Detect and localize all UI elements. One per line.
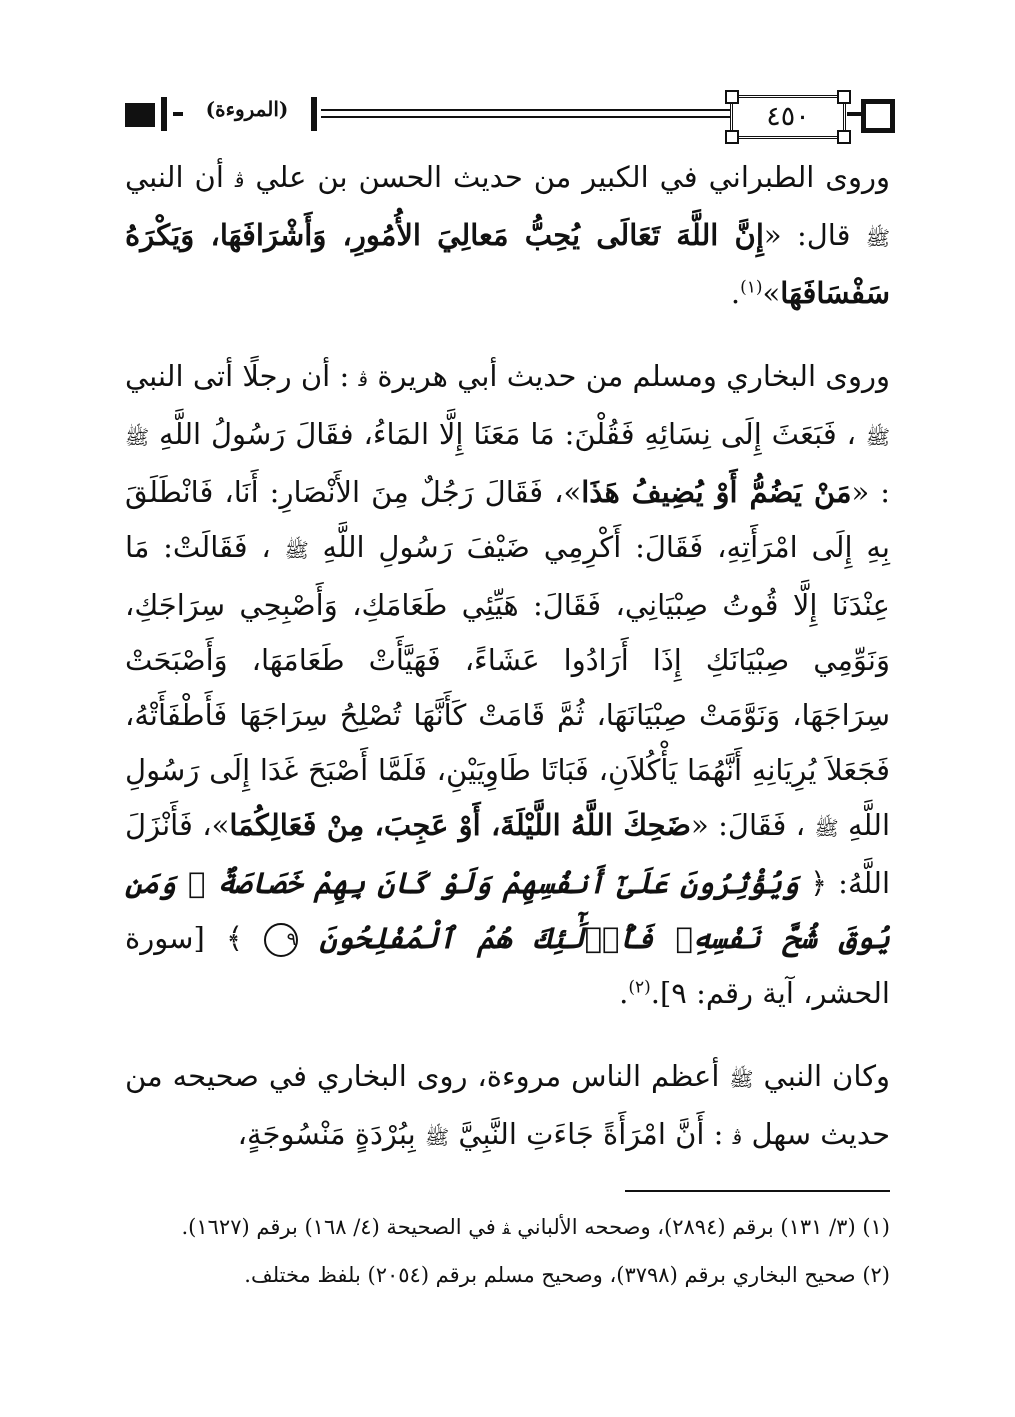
- frame-corner: [837, 90, 851, 104]
- hadith-quote: مَنْ يَضُمُّ أَوْ يُضِيفُ هَذَا: [581, 475, 852, 509]
- header-ornament-block: [125, 103, 155, 127]
- header-rule: [321, 116, 730, 118]
- text-run: وروى الطبراني في الكبير من حديث الحسن بن علي: [255, 160, 891, 194]
- text-run: : أن رجلًا أتى النبي: [125, 359, 350, 393]
- footnote-ref: (٢): [628, 977, 651, 998]
- text-run: قال: «: [763, 218, 851, 252]
- header-rule: [847, 112, 861, 116]
- text-run: .: [619, 976, 629, 1010]
- paragraph: [125, 349, 890, 1021]
- ayah-number-marker: ٩: [264, 923, 298, 957]
- text-run: ﴾ [سورة الحشر، آية رقم: ٩].: [125, 921, 890, 1010]
- header-rule: [173, 112, 183, 116]
- honorific-glyph: ﭬ: [732, 1125, 743, 1149]
- text-run: وروى البخاري ومسلم من حديث أبي هريرة: [377, 359, 891, 393]
- text-run: »: [762, 276, 781, 310]
- text-run: ، فَبَعَثَ إِلَى نِسَائِهِ فَقُلْنَ: مَا مَعَنَا إِلَّا المَاءُ، فقَالَ رَسُولُ اللَّهِ: [159, 417, 856, 451]
- quran-verse: وَيُؤْثِرُونَ عَلَىٰٓ أَنفُسِهِمْ وَلَوْ كَانَ بِهِمْ خَصَاصَةٌ ۚ وَمَن يُوقَ شُحَّ نَفْسِهِۦ فَأُو۟لَٰٓئِكَ هُمُ ٱلْمُفْلِحُونَ: [125, 866, 891, 955]
- footnote-1: [125, 1207, 890, 1249]
- header-title: (المروءة): [205, 97, 289, 121]
- footnote-text: (١) (٣/ ١٣١) برقم (٢٨٩٤)، وصححه الألباني: [517, 1215, 890, 1239]
- header-ornament-square: [861, 99, 895, 133]
- text-run: ، فَقَالَ: «: [691, 808, 806, 842]
- paragraph: [125, 150, 890, 321]
- hadith-quote: ضَحِكَ اللَّهُ اللَّيْلَةَ، أَوْ عَجِبَ، مِنْ فَعَالِكُمَا: [229, 808, 692, 842]
- footnote-ref: (١): [740, 277, 763, 298]
- frame-corner: [837, 130, 851, 144]
- footnote-2: (٢) صحيح البخاري برقم (٣٧٩٨)، وصحيح مسلم برقم (٢٠٥٤) بلفظ مختلف.: [244, 1263, 890, 1287]
- honorific-glyph: ﷺ: [284, 538, 309, 562]
- footnote-separator: [625, 1190, 890, 1192]
- honorific-glyph: ﭬ: [358, 367, 369, 391]
- main-text: [125, 150, 890, 1193]
- header-rule: [321, 109, 730, 111]
- honorific-glyph: ﷺ: [814, 816, 839, 840]
- honorific-glyph: ﭬ: [234, 168, 245, 192]
- honorific-glyph: ﭭ: [502, 1219, 511, 1238]
- header-ornament-bar: [161, 97, 167, 131]
- honorific-glyph: ﷺ: [424, 1125, 450, 1149]
- footnotes: [125, 1207, 890, 1301]
- text-run: وكان النبي: [763, 1059, 891, 1093]
- text-run: : أَنَّ امْرَأَةً جَاءَتِ النَّبِيَّ: [458, 1117, 724, 1151]
- text-run: .: [730, 276, 741, 310]
- honorific-glyph: ﷺ: [865, 425, 890, 449]
- text-run: »، فَقَالَ رَجُلٌ مِنَ الأَنْصَارِ: أَنَا، فَانْطَلَقَ بِهِ إِلَى امْرَأَتِهِ، فَقَالَ: أَكْرِمِي ضَيْفَ رَسُولِ اللَّهِ: [125, 475, 890, 564]
- header-ornament-bar: [311, 97, 317, 131]
- text-run: أن النبي: [125, 160, 224, 194]
- honorific-glyph: ﷺ: [125, 425, 150, 449]
- text-run: »، فَأَنْزَلَ اللَّهُ: ﴿: [125, 808, 890, 900]
- text-run: بِبُرْدَةٍ مَنْسُوجَةٍ،: [237, 1117, 416, 1151]
- paragraph: [125, 1049, 890, 1165]
- text-run: : «: [851, 475, 891, 509]
- honorific-glyph: ﷺ: [865, 226, 891, 250]
- text-run: ، فَقَالَتْ: مَا عِنْدَنَا إِلَّا قُوتُ صِبْيَانِي، فَقَالَ: هَيِّئِي طَعَامَكِ، وَأَصْبِحِي سِرَاجَكِ، وَنَوِّمِي صِبْيَانَكِ إِذَا أَرَادُوا عَشَاءً، فَهَيَّأَتْ طَعَامَهَا، وَأَصْبَحَتْ سِرَاجَهَا، وَنَوَّمَتْ صِبْيَانَهَا، ثُمَّ قَامَتْ كَأَنَّهَا تُصْلِحُ سِرَاجَهَا فَأَطْفَأَتْهُ، فَجَعَلاَ يُرِيَانِهِ أَنَّهُمَا يَأْكُلاَنِ، فَبَاتَا طَاوِيَيْنِ، فَلَمَّا أَصْبَحَ غَدَا إِلَى رَسُولِ اللَّهِ: [125, 530, 891, 842]
- running-header: [125, 93, 890, 139]
- text-run: أعظم الناس مروءة، روى البخاري في صحيحه من حديث سهل: [125, 1059, 890, 1151]
- frame-corner: [725, 90, 739, 104]
- honorific-glyph: ﷺ: [729, 1067, 754, 1091]
- page-number-frame: [730, 95, 846, 139]
- hadith-quote: إِنَّ اللَّهَ تَعَالَى يُحِبُّ مَعالِيَ الأُمُورِ، وَأَشْرَافَهَا، وَيَكْرَهُ سَفْسَافَهَا: [125, 218, 890, 310]
- frame-corner: [725, 130, 739, 144]
- page-number: ٤٥٠: [766, 101, 810, 132]
- footnote-text: في الصحيحة (٤/ ١٦٨) برقم (١٦٢٧).: [181, 1215, 496, 1239]
